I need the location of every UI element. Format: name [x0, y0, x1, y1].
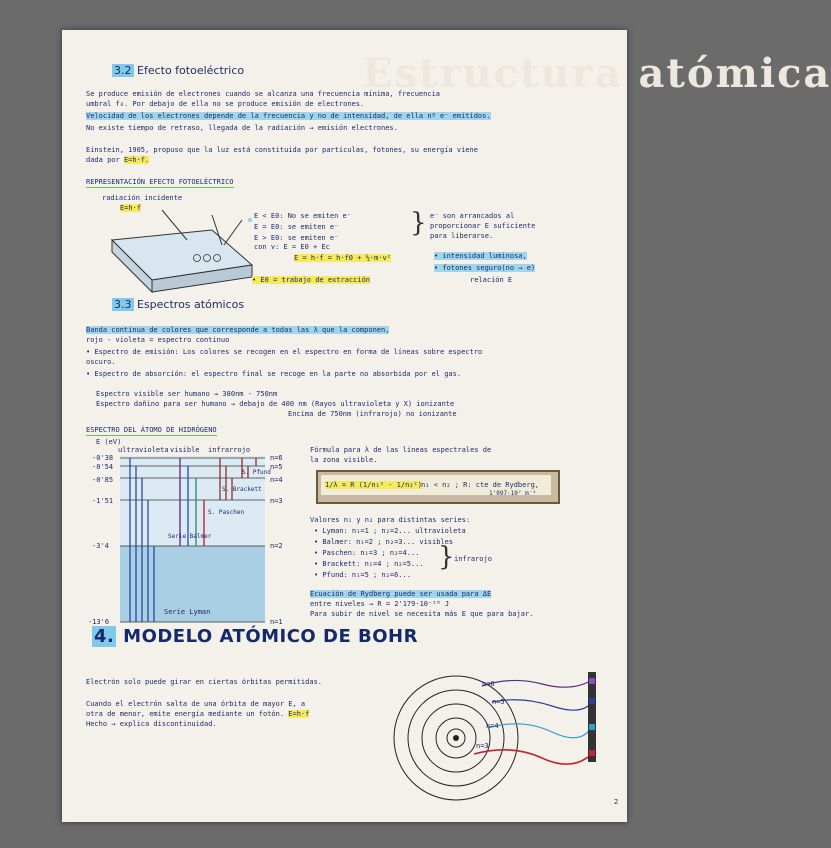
intro-line-3-text: Velocidad de los electrones depende de la frecuencia y no de intensidad, de ella nº e⁻ emitidos.: [86, 112, 491, 120]
series-brackett: S. Brackett: [222, 486, 262, 493]
work-function-note: [252, 276, 370, 285]
side-note-3: para liberarse.: [430, 232, 494, 240]
rydberg-formula-inner: [321, 475, 551, 495]
energy-axis-label: E (eV): [96, 438, 122, 446]
energy-value-3: -1'51: [92, 497, 114, 505]
spectrum-line-2: rojo - violeta = espectro continuo: [86, 336, 230, 344]
level-n2: n=2: [270, 542, 283, 550]
diagram-label-radiation: radiación incidente: [102, 194, 183, 202]
series-paschen-values: • Paschen: n₁=3 ; n₂=4...: [314, 549, 420, 557]
rydberg-condition: n₁ < n₂ ; R: cte de Rydberg,: [421, 481, 540, 489]
level-n6: n=6: [270, 454, 283, 462]
rydberg-equation: [325, 481, 422, 490]
series-pfund-values: • Pfund: n₁=5 ; n₂=6...: [314, 571, 411, 579]
spectrum-line-3: • Espectro de emisión: Los colores se recogen en el espectro en forma de líneas sobre espectro: [86, 348, 483, 356]
side-note-2: proporcionar E suficiente: [430, 222, 536, 230]
intro-line-4: No existe tiempo de retraso, llegada de la radiación → emisión electrones.: [86, 124, 398, 132]
section-heading-3-2: [112, 64, 244, 77]
section-number: 3.2: [114, 64, 132, 77]
visible-label: visible: [170, 446, 200, 454]
hydrogen-spectrum-title: ESPECTRO DEL ÁTOMO DE HIDRÓGENO: [86, 426, 217, 434]
orbit-n4: n=4: [486, 722, 499, 730]
series-balmer: Serie Balmer: [168, 533, 212, 540]
formula-intro-1: Fórmula para λ de las líneas espectrales de: [310, 446, 492, 454]
section-heading-4: [92, 626, 418, 647]
bohr-line-4: Hecho → explica discontinuidad.: [86, 720, 217, 728]
bohr-line-3-text: otra de menor, emite energía mediante un fotón.: [86, 710, 285, 718]
section-title: MODELO ATÓMICO DE BOHR: [123, 626, 418, 647]
rydberg-energy-text-1: Ecuación de Rydberg puede ser usada para ΔE: [310, 590, 492, 598]
rydberg-constant: 1'097·10⁷ m⁻¹: [489, 490, 536, 497]
rydberg-energy-line-3: Para subir de nivel se necesita más E que para bajar.: [310, 610, 534, 618]
photoelectric-equation-text: E = h·f = h·f0 + ½·m·v²: [294, 254, 391, 262]
spectrum-line-5: • Espectro de absorción: el espectro final se recoge en la parte no absorbida por el gas.: [86, 370, 462, 378]
level-n3: n=3: [270, 497, 283, 505]
work-function-text: • E0 = trabajo de extracción: [252, 276, 371, 284]
formula-intro-2: la zona visible.: [310, 456, 378, 464]
infrared-range: Encima de 750nm (infrarojo) no ionizante: [288, 410, 457, 418]
series-brackett-values: • Brackett: n₁=4 ; n₂=5...: [314, 560, 424, 568]
case-3-velocity: con v: E = E0 + Ec: [254, 243, 330, 251]
bohr-line-1: Electrón solo puede girar en ciertas órbitas permitidas.: [86, 678, 323, 686]
bohr-line-3: [86, 710, 309, 719]
background-watermark: Estructura atómica: [362, 50, 831, 97]
spectrum-line-1-text: Banda continua de colores que corresponde a todas las λ que la componen,: [86, 326, 390, 334]
level-n4: n=4: [270, 476, 283, 484]
einstein-text: dada por: [86, 156, 120, 164]
cases-brace: }: [410, 208, 427, 238]
harmful-range: Espectro dañino para ser humano → debajo de 400 nm (Rayos ultravioleta y X) ionizante: [96, 400, 455, 408]
series-lyman-values: • Lyman: n₁=1 ; n₂=2... ultravioleta: [314, 527, 466, 535]
representation-title: REPRESENTACIÓN EFECTO FOTOELÉCTRICO: [86, 178, 234, 186]
photoelectric-equation: [294, 254, 391, 263]
energy-value-4: -0'85: [92, 476, 114, 484]
intro-line-2: umbral f₀. Por debajo de ella no se produce emisión de electrones.: [86, 100, 365, 108]
section-number: 4.: [94, 626, 115, 647]
notebook-page: [62, 30, 831, 822]
section-title: Efecto fotoeléctrico: [137, 64, 245, 77]
side-note-4-text: • intensidad luminosa,: [434, 252, 527, 260]
bohr-formula: E=h·f: [288, 710, 310, 718]
side-note-5: [434, 264, 535, 273]
level-n1: n=1: [270, 618, 283, 626]
series-values-title: Valores n₁ y n₂ para distintas series:: [310, 516, 471, 524]
side-note-4: [434, 252, 527, 261]
series-paschen: S. Paschen: [208, 509, 245, 516]
page-number: 2: [614, 798, 619, 806]
rydberg-equation-text: 1/λ = R (1/n₁² - 1/n₂²): [325, 481, 422, 489]
energy-value-1: -13'6: [88, 618, 110, 626]
series-balmer-values: • Balmer: n₁=2 ; n₂=3... visibles: [314, 538, 454, 546]
energy-value-6: -0'38: [92, 454, 114, 462]
orbit-n6: n=6: [482, 680, 495, 688]
section-heading-3-3: [112, 298, 244, 311]
einstein-line-2: [86, 156, 149, 165]
intro-line-1: Se produce emisión de electrones cuando se alcanza una frecuencia mínima, frecuencia: [86, 90, 441, 98]
bohr-line-2: Cuando el electrón salta de una órbita de mayor E, a: [86, 700, 306, 708]
side-note-1: e⁻ son arrancados al: [430, 212, 515, 220]
level-n5: n=5: [270, 463, 283, 471]
photoelectric-plate-diagram: [102, 210, 262, 300]
visible-range: Espectro visible ser humano → 380nm - 750nm: [96, 390, 278, 398]
series-lyman: Serie Lyman: [164, 608, 211, 616]
intro-line-3: [86, 112, 491, 121]
spectrum-line-4: oscuro.: [86, 358, 116, 366]
series-pfund: S. Pfund: [242, 469, 271, 476]
rydberg-energy-line-1: [310, 590, 491, 599]
diagram-energy-text: E=h·f: [120, 204, 142, 212]
rydberg-formula-box: [316, 470, 560, 504]
einstein-formula: E=h·f.: [123, 156, 150, 164]
infrared-label: infrarrojo: [208, 446, 251, 454]
energy-value-5: -0'54: [92, 463, 114, 471]
orbit-n5: n=5: [492, 698, 505, 706]
side-note-6: relación E: [470, 276, 513, 284]
rydberg-energy-line-2: entre niveles → R = 2'179·10⁻¹⁸ J: [310, 600, 450, 608]
section-number: 3.3: [114, 298, 132, 311]
section-title: Espectros atómicos: [137, 298, 245, 311]
orbit-n3: n=3: [476, 742, 489, 750]
spectrum-line-1: [86, 326, 389, 335]
infrared-brace: }: [438, 542, 455, 572]
uv-label: ultravioleta: [118, 446, 169, 454]
energy-value-2: -3'4: [92, 542, 109, 550]
einstein-line-1: Einstein, 1905, propuso que la luz está constituida por partículas, fotones, su energía viene: [86, 146, 478, 154]
case-2: E = E0: se emiten e⁻: [254, 223, 339, 231]
infrared-group-label: infrarojo: [454, 555, 492, 563]
case-3: E > E0: se emiten e⁻: [254, 234, 339, 242]
side-note-5-text: • fotones seguro(no → e): [434, 264, 536, 272]
case-1: E < E0: No se emiten e⁻: [254, 212, 351, 220]
